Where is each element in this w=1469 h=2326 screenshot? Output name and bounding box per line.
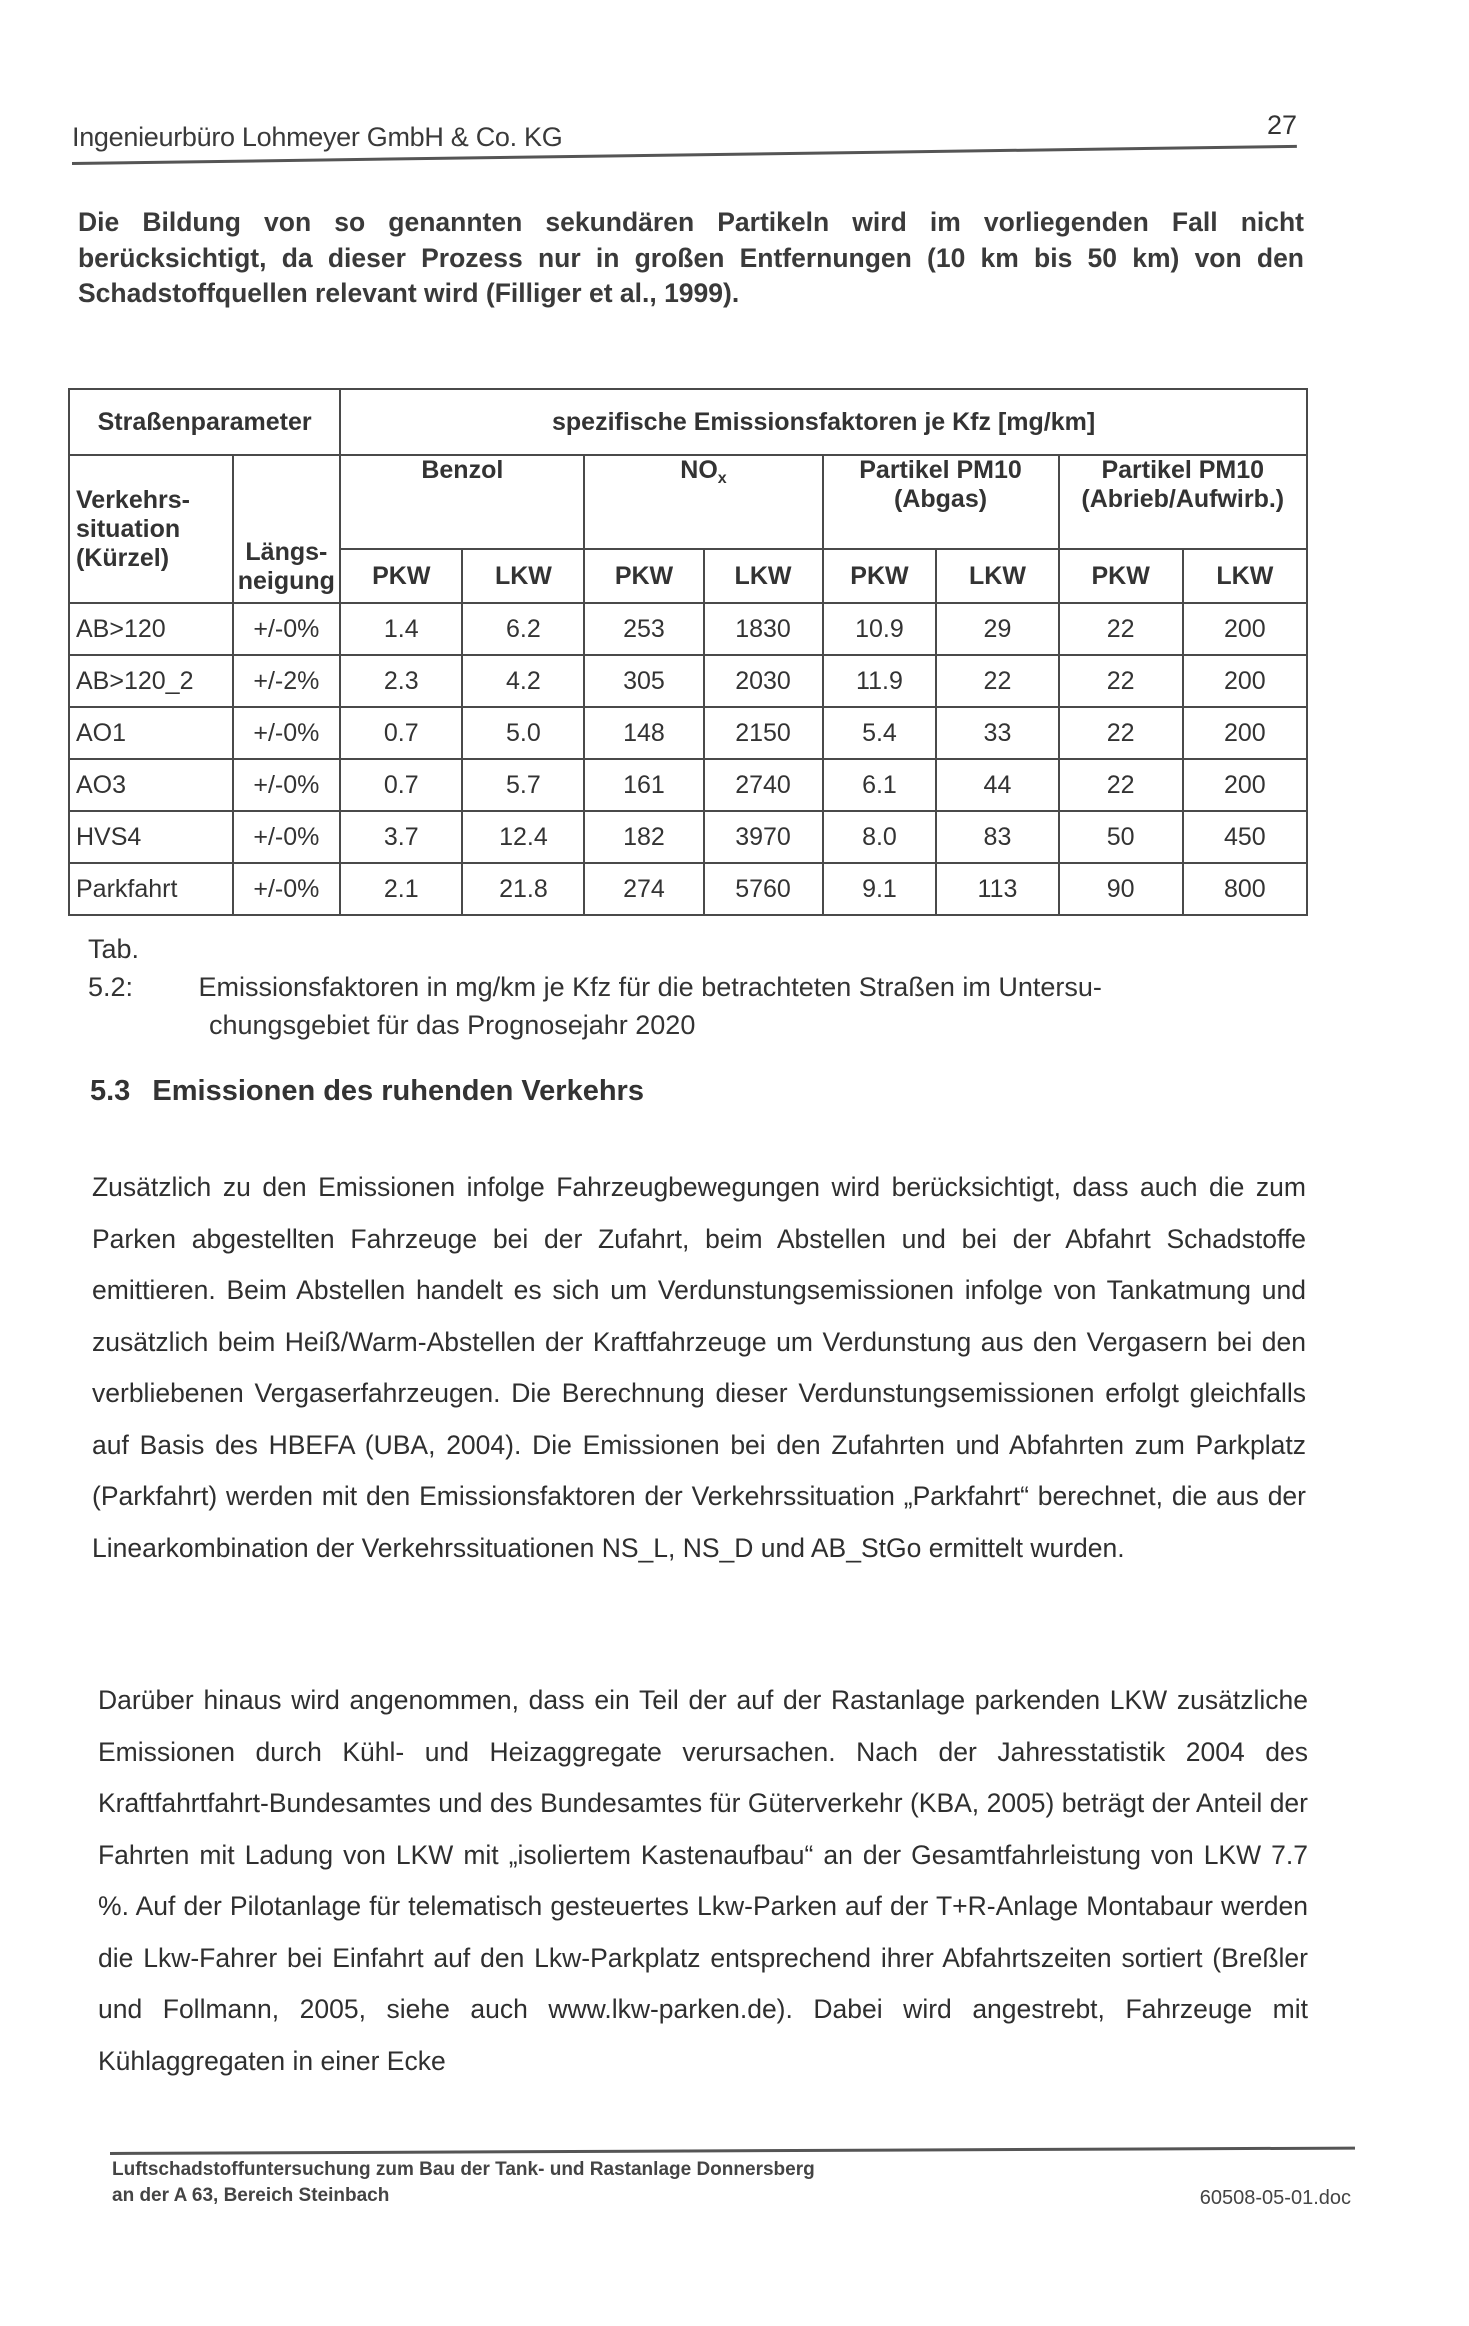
table-row <box>69 863 1307 915</box>
cell-nox-lkw: 5760 <box>704 863 823 915</box>
cell-pm-abgas-lkw: 44 <box>936 759 1058 811</box>
cell-benzol-pkw: 3.7 <box>340 811 462 863</box>
table-row <box>69 759 1307 811</box>
cell-pm-abrieb-pkw: 90 <box>1059 863 1183 915</box>
cell-benzol-pkw: 1.4 <box>340 603 462 655</box>
cell-benzol-lkw: 6.2 <box>462 603 584 655</box>
header-pm-abrieb-lkw: LKW <box>1183 549 1307 603</box>
cell-pm-abgas-lkw: 29 <box>936 603 1058 655</box>
cell-pm-abgas-pkw: 10.9 <box>823 603 937 655</box>
cell-pm-abrieb-lkw: 200 <box>1183 707 1307 759</box>
header-nox-pkw: PKW <box>584 549 703 603</box>
header-gradient: Längs- neigung <box>233 455 341 603</box>
cell-pm-abgas-lkw: 22 <box>936 655 1058 707</box>
caption-line1: Emissionsfaktoren in mg/km je Kfz für die betrachteten Straßen im Untersu- <box>198 972 1102 1002</box>
cell-pm-abgas-lkw: 33 <box>936 707 1058 759</box>
page-header <box>72 110 1297 160</box>
cell-benzol-lkw: 4.2 <box>462 655 584 707</box>
cell-pm-abgas-pkw: 8.0 <box>823 811 937 863</box>
cell-nox-lkw: 3970 <box>704 811 823 863</box>
cell-pm-abrieb-pkw: 22 <box>1059 707 1183 759</box>
footer-rule <box>110 2147 1355 2155</box>
cell-gradient: +/-0% <box>233 707 341 759</box>
body-paragraph-1: Zusätzlich zu den Emissionen infolge Fahrzeugbewegungen wird berücksichtigt, dass auch die zum Parken abgestellten Fahrzeuge bei der Zufahrt, beim Abstellen und bei der Abfahrt Schadstoffe emittieren. Beim Abstellen handelt es sich um Verdunstungsemissionen infolge von Tankatmung und zusätzlich beim Heiß/Warm-Abstellen der Kraftfahrzeuge um Verdunstung aus den Vergasern bei den verbliebenen Vergaserfahrzeugen. Die Berechnung dieser Verdunstungsemissionen erfolgt gleichfalls auf Basis des HBEFA (UBA, 2004). Die Emissionen bei den Zufahrten und Abfahrten zum Parkplatz (Parkfahrt) werden mit den Emissionsfaktoren der Verkehrssituation „Parkfahrt“ berechnet, die aus der Linearkombination der Verkehrssituationen NS_L, NS_D und AB_StGo ermittelt wurden. <box>92 1172 1306 1563</box>
cell-nox-pkw: 253 <box>584 603 703 655</box>
footer-doc-id: 60508-05-01.doc <box>1199 2187 1351 2209</box>
header-pm-abgas-lkw: LKW <box>936 549 1058 603</box>
cell-benzol-pkw: 2.3 <box>340 655 462 707</box>
cell-benzol-pkw: 2.1 <box>340 863 462 915</box>
header-situation: Verkehrs- situation (Kürzel) <box>69 455 233 603</box>
cell-pm-abrieb-pkw: 50 <box>1059 811 1183 863</box>
cell-pm-abrieb-lkw: 800 <box>1183 863 1307 915</box>
header-pm-abgas-pkw: PKW <box>823 549 937 603</box>
table-row <box>69 603 1307 655</box>
cell-benzol-lkw: 12.4 <box>462 811 584 863</box>
cell-benzol-lkw: 5.0 <box>462 707 584 759</box>
header-benzol: Benzol <box>340 455 584 549</box>
caption-label: Tab. 5.2: <box>88 934 140 1002</box>
cell-benzol-lkw: 21.8 <box>462 863 584 915</box>
cell-nox-lkw: 2030 <box>704 655 823 707</box>
table-row <box>69 655 1307 707</box>
cell-gradient: +/-0% <box>233 811 341 863</box>
cell-pm-abrieb-lkw: 450 <box>1183 811 1307 863</box>
header-benzol-lkw: LKW <box>462 549 584 603</box>
emission-factors-table <box>68 388 1308 916</box>
cell-pm-abgas-pkw: 5.4 <box>823 707 937 759</box>
cell-nox-lkw: 1830 <box>704 603 823 655</box>
cell-nox-pkw: 161 <box>584 759 703 811</box>
table-body <box>69 603 1307 915</box>
header-pm-abrieb-pkw: PKW <box>1059 549 1183 603</box>
header-pm10-exhaust: Partikel PM10 (Abgas) <box>823 455 1059 549</box>
cell-situation: AO3 <box>69 759 233 811</box>
header-benzol-pkw: PKW <box>340 549 462 603</box>
cell-pm-abgas-pkw: 9.1 <box>823 863 937 915</box>
cell-pm-abrieb-pkw: 22 <box>1059 655 1183 707</box>
cell-situation: Parkfahrt <box>69 863 233 915</box>
table-row <box>69 707 1307 759</box>
table-caption <box>88 930 1313 1044</box>
page-number: 27 <box>1266 110 1297 140</box>
cell-gradient: +/-2% <box>233 655 341 707</box>
cell-pm-abgas-lkw: 113 <box>936 863 1058 915</box>
intro-paragraph: Die Bildung von so genannten sekundären Partikeln wird im vorliegenden Fall nicht berücksichtigt, da dieser Prozess nur in großen Entfernungen (10 km bis 50 km) von den Schadstoffquellen relevant wird (Filliger et al., 1999). <box>78 207 1304 308</box>
section-heading <box>90 1075 644 1108</box>
company-name: Ingenieurbüro Lohmeyer GmbH & Co. KG <box>72 122 563 152</box>
cell-gradient: +/-0% <box>233 863 341 915</box>
caption-line2: chungsgebiet für das Prognosejahr 2020 <box>209 1010 696 1040</box>
cell-situation: AB>120_2 <box>69 655 233 707</box>
table-row <box>69 811 1307 863</box>
cell-nox-pkw: 182 <box>584 811 703 863</box>
cell-situation: AO1 <box>69 707 233 759</box>
section-title: Emissionen des ruhenden Verkehrs <box>152 1075 644 1107</box>
cell-situation: AB>120 <box>69 603 233 655</box>
cell-benzol-pkw: 0.7 <box>340 759 462 811</box>
header-nox-lkw: LKW <box>704 549 823 603</box>
footer-title-line2: an der A 63, Bereich Steinbach <box>112 2185 390 2206</box>
cell-gradient: +/-0% <box>233 603 341 655</box>
cell-gradient: +/-0% <box>233 759 341 811</box>
body-paragraph-2: Darüber hinaus wird angenommen, dass ein Teil der auf der Rastanlage parkenden LKW zusätzliche Emissionen durch Kühl- und Heizaggregate verursachen. Nach der Jahresstatistik 2004 des Kraftfahrtfahrt-Bundesamtes und des Bundesamtes für Güterverkehr (KBA, 2005) beträgt der Anteil der Fahrten mit Ladung von LKW mit „isoliertem Kastenaufbau“ an der Gesamtfahrleistung von LKW 7.7 %. Auf der Pilotanlage für telematisch gesteuertes Lkw-Parken auf der T+R-Anlage Montabaur werden die Lkw-Fahrer bei Einfahrt auf den Lkw-Parkplatz entsprechend ihrer Abfahrtszeiten sortiert (Breßler und Follmann, 2005, siehe auch www.lkw-parken.de). Dabei wird angestrebt, Fahrzeuge mit Kühlaggregaten in einer Ecke <box>98 1685 1308 2076</box>
header-road-params: Straßenparameter <box>69 389 340 455</box>
cell-pm-abrieb-pkw: 22 <box>1059 603 1183 655</box>
cell-nox-pkw: 148 <box>584 707 703 759</box>
cell-benzol-lkw: 5.7 <box>462 759 584 811</box>
cell-nox-pkw: 274 <box>584 863 703 915</box>
cell-nox-lkw: 2740 <box>704 759 823 811</box>
cell-nox-pkw: 305 <box>584 655 703 707</box>
section-number: 5.3 <box>90 1075 131 1107</box>
cell-pm-abgas-pkw: 6.1 <box>823 759 937 811</box>
header-pm10-abrasion: Partikel PM10 (Abrieb/Aufwirb.) <box>1059 455 1307 549</box>
header-nox: $NO_x$ <box>584 455 822 549</box>
footer-title-line1: Luftschadstoffuntersuchung zum Bau der Tank- und Rastanlage Donnersberg <box>112 2159 815 2180</box>
cell-pm-abrieb-lkw: 200 <box>1183 759 1307 811</box>
header-emission-factors: spezifische Emissionsfaktoren je Kfz [mg/km] <box>340 389 1307 455</box>
cell-pm-abrieb-lkw: 200 <box>1183 603 1307 655</box>
cell-pm-abrieb-pkw: 22 <box>1059 759 1183 811</box>
cell-pm-abrieb-lkw: 200 <box>1183 655 1307 707</box>
cell-nox-lkw: 2150 <box>704 707 823 759</box>
cell-pm-abgas-pkw: 11.9 <box>823 655 937 707</box>
cell-benzol-pkw: 0.7 <box>340 707 462 759</box>
cell-situation: HVS4 <box>69 811 233 863</box>
cell-pm-abgas-lkw: 83 <box>936 811 1058 863</box>
